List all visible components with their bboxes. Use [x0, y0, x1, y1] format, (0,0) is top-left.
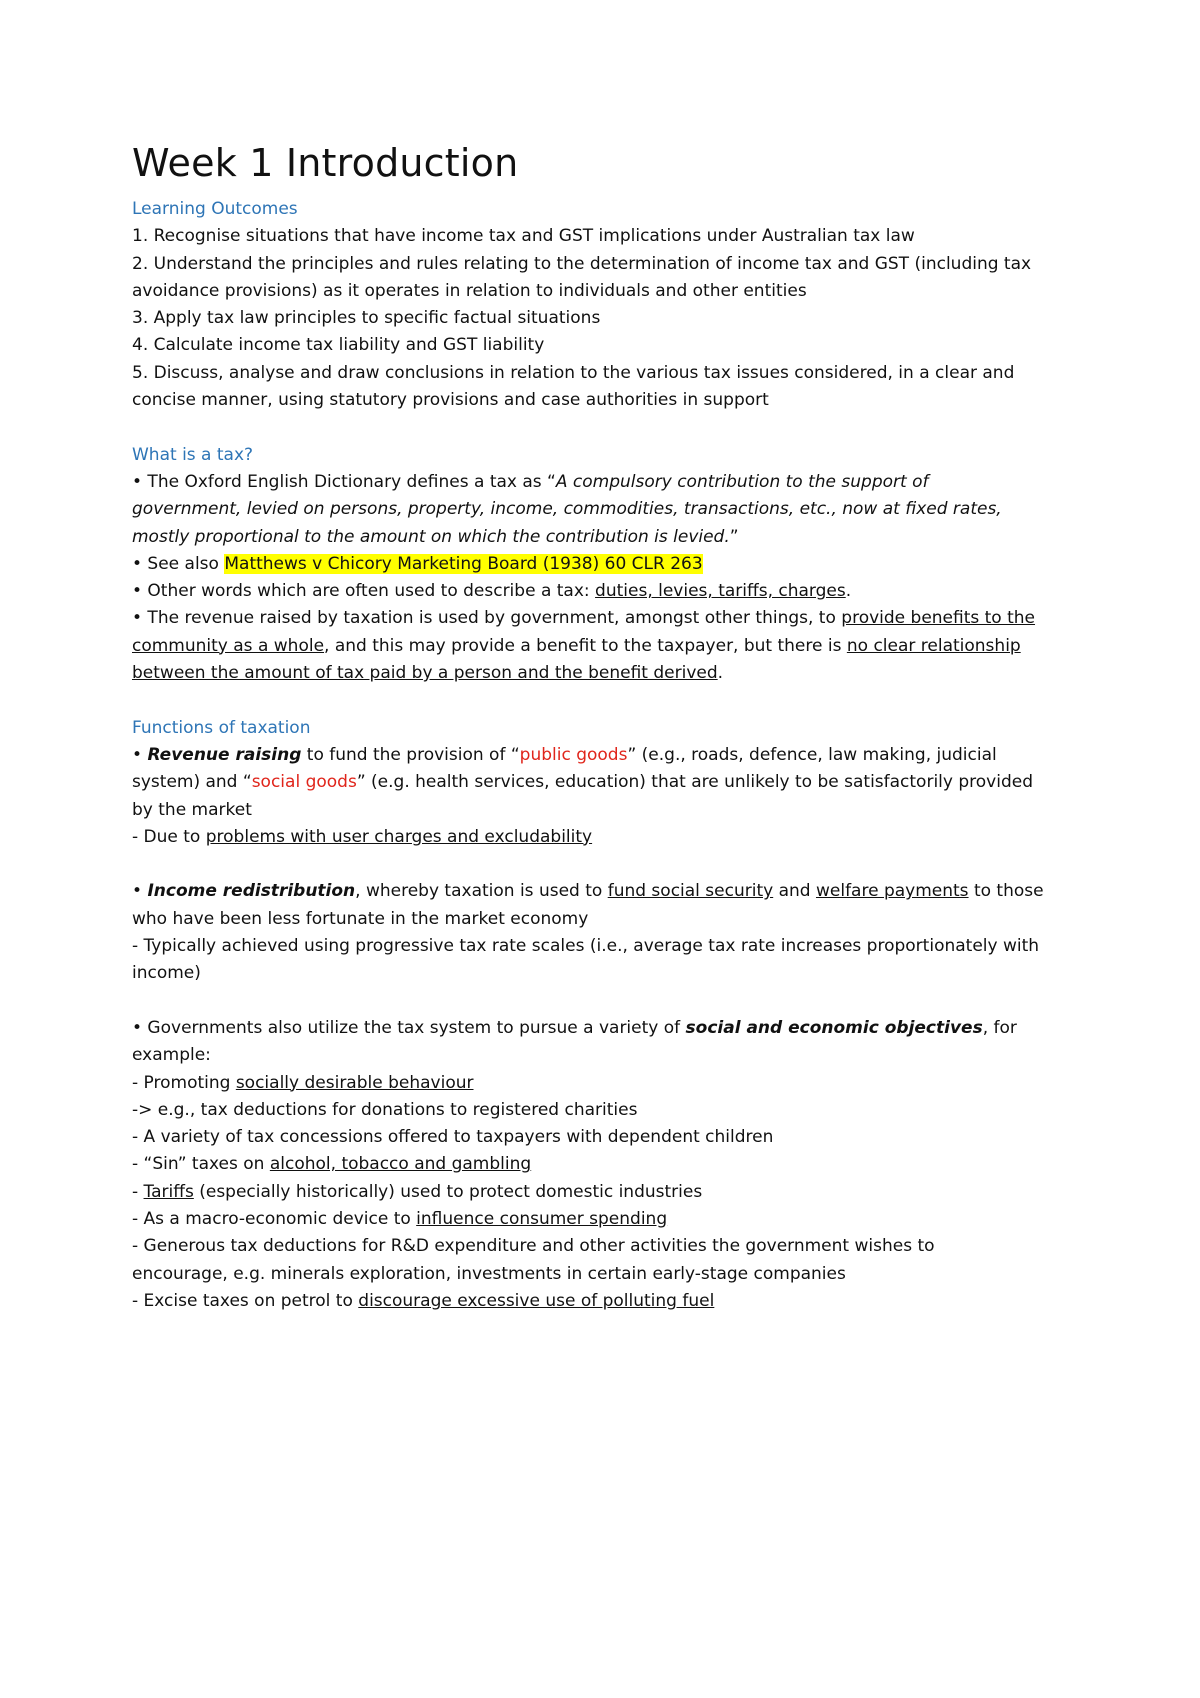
oed-definition-line: mostly proportional to the amount on which the contribution is levied.”: [132, 526, 739, 547]
revenue-line: • The revenue raised by taxation is used by government, amongst other things, to provide benefits to the: [132, 608, 1036, 629]
outcome-line: 2. Understand the principles and rules relating to the determination of income tax and GST (including tax: [132, 253, 1032, 274]
spacer: [132, 687, 1092, 714]
outcome-line: concise manner, using statutory provisions and case authorities in support: [132, 390, 769, 411]
spacer: [132, 414, 1092, 441]
outcome-line: avoidance provisions) as it operates in relation to individuals and other entities: [132, 280, 807, 301]
revenue-raising-line: • Revenue raising to fund the provision of “public goods” (e.g., roads, defence, law making, judicial: [132, 744, 997, 765]
objective-item: - Excise taxes on petrol to discourage excessive use of polluting fuel: [132, 1290, 715, 1311]
objective-item: - Promoting socially desirable behaviour: [132, 1072, 474, 1093]
page-title: Week 1 Introduction: [132, 141, 519, 185]
spacer: [132, 988, 1092, 1015]
income-redistribution-line: who have been less fortunate in the market economy: [132, 908, 589, 929]
outcome-line: 1. Recognise situations that have income tax and GST implications under Australian tax law: [132, 226, 915, 247]
objective-item: encourage, e.g. minerals exploration, investments in certain early-stage companies: [132, 1263, 846, 1284]
other-words-line: • Other words which are often used to describe a tax: duties, levies, tariffs, charges.: [132, 581, 852, 602]
oed-definition-line: • The Oxford English Dictionary defines a tax as “A compulsory contribution to the support of: [132, 471, 929, 492]
revenue-raising-line: by the market: [132, 799, 252, 820]
spacer: [132, 851, 1092, 878]
document-page: [132, 140, 1092, 1315]
objective-item: - As a macro-economic device to influence consumer spending: [132, 1208, 668, 1229]
revenue-line: between the amount of tax paid by a person and the benefit derived.: [132, 663, 724, 684]
objective-item: - Tariffs (especially historically) used to protect domestic industries: [132, 1181, 703, 1202]
revenue-raising-line: system) and “social goods” (e.g. health services, education) that are unlikely to be satisfactorily provided: [132, 772, 1033, 793]
revenue-line: community as a whole, and this may provide a benefit to the taxpayer, but there is no clear relationship: [132, 635, 1021, 656]
case-citation: Matthews v Chicory Marketing Board (1938) 60 CLR 263: [224, 553, 703, 574]
functions-heading: Functions of taxation: [132, 717, 311, 738]
objective-item: - Generous tax deductions for R&D expenditure and other activities the government wishes to: [132, 1236, 935, 1257]
outcome-line: 4. Calculate income tax liability and GST liability: [132, 335, 545, 356]
objective-item: - A variety of tax concessions offered to taxpayers with dependent children: [132, 1127, 774, 1148]
oed-definition-line: government, levied on persons, property, income, commodities, transactions, etc., now at fixed rates,: [132, 499, 1002, 520]
objectives-line: example:: [132, 1045, 211, 1066]
outcome-line: 3. Apply tax law principles to specific factual situations: [132, 308, 601, 329]
revenue-raising-line: - Due to problems with user charges and excludability: [132, 826, 593, 847]
see-also-line: • See also Matthews v Chicory Marketing Board (1938) 60 CLR 263: [132, 553, 703, 574]
income-redistribution-line: • Income redistribution, whereby taxation is used to fund social security and welfare payments to those: [132, 881, 1044, 902]
objective-item: -> e.g., tax deductions for donations to registered charities: [132, 1099, 638, 1120]
income-redistribution-line: income): [132, 963, 201, 984]
what-is-tax-heading: What is a tax?: [132, 444, 254, 465]
outcome-line: 5. Discuss, analyse and draw conclusions in relation to the various tax issues considered, in a clear and: [132, 362, 1015, 383]
income-redistribution-line: - Typically achieved using progressive tax rate scales (i.e., average tax rate increases proportionately with: [132, 936, 1040, 957]
objectives-line: • Governments also utilize the tax system to pursue a variety of social and economic objectives, for: [132, 1017, 1017, 1038]
learning-outcomes-heading: Learning Outcomes: [132, 199, 298, 219]
objective-item: - “Sin” taxes on alcohol, tobacco and gambling: [132, 1154, 532, 1175]
